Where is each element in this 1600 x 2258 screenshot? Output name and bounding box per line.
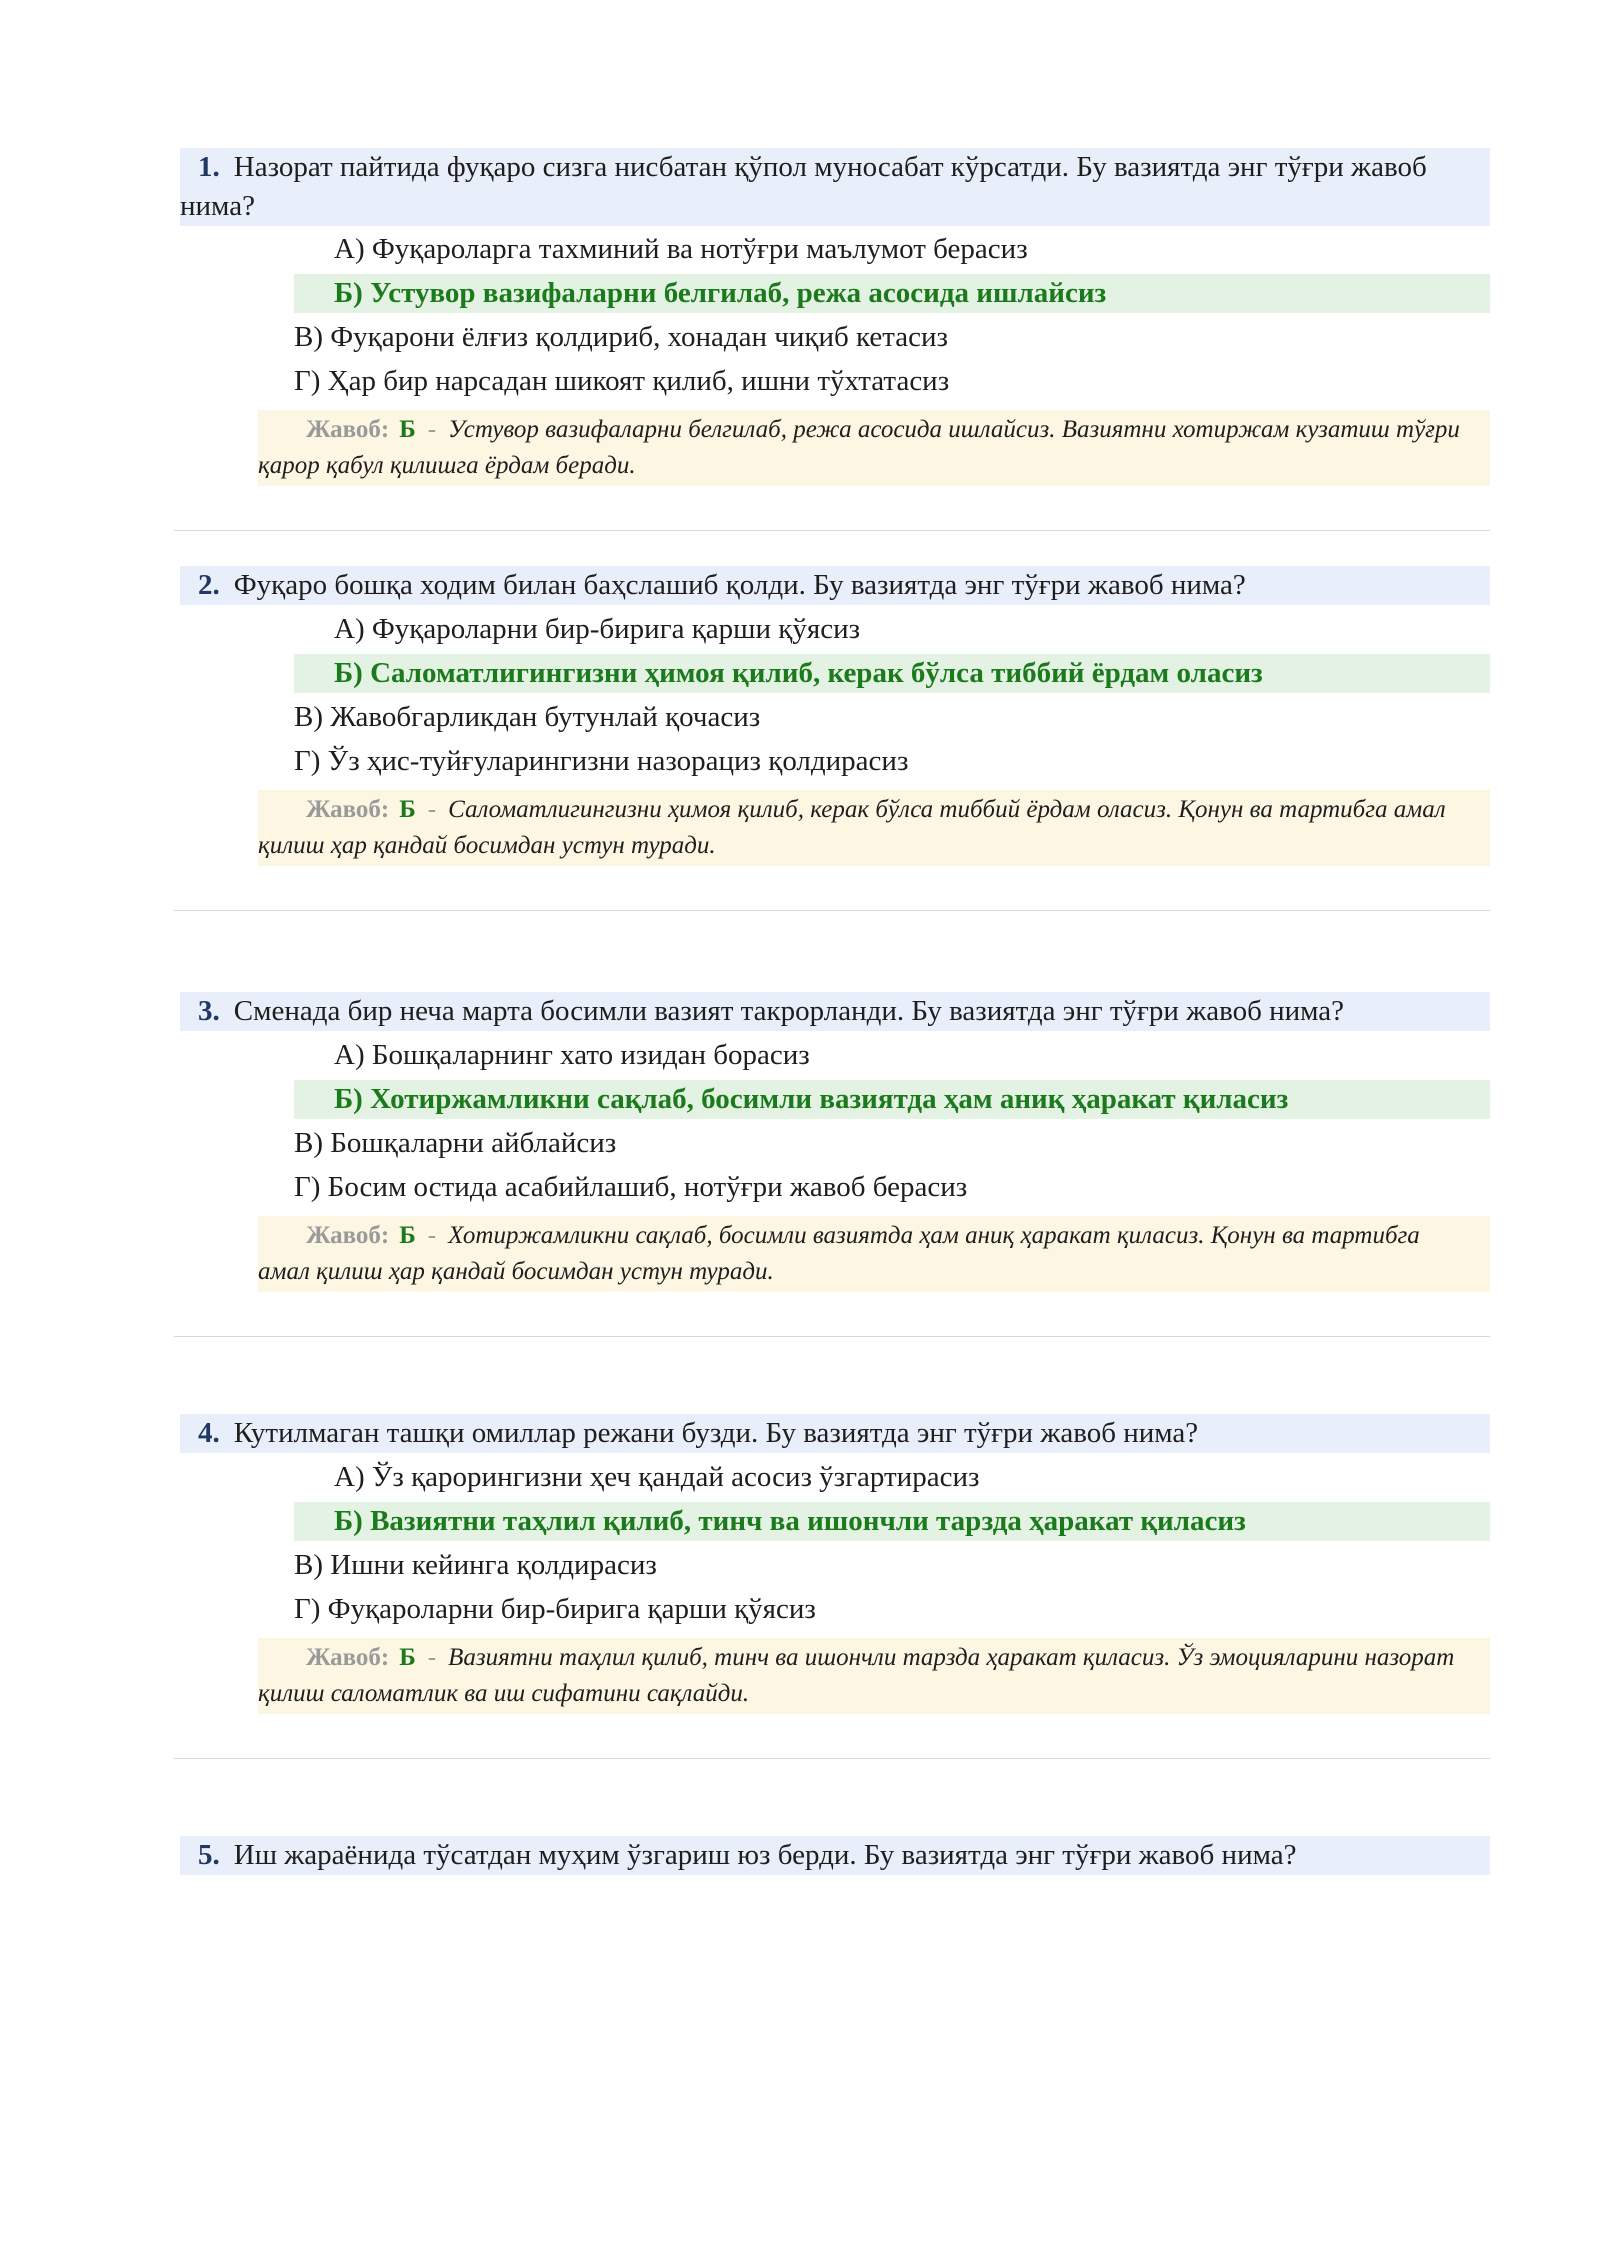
- divider: [174, 910, 1490, 911]
- question-header: [180, 992, 1490, 1031]
- answer-dash: -: [427, 1222, 437, 1249]
- divider: [174, 1758, 1490, 1759]
- question-header: [180, 1414, 1490, 1453]
- question-header: [180, 148, 1490, 226]
- answer-letter: Б: [399, 1222, 416, 1249]
- answer-label: Жавоб:: [306, 1644, 390, 1671]
- answer-explanation: [258, 410, 1490, 486]
- question-number: 5.: [198, 1839, 220, 1871]
- answer-text: Хотиржамликни сақлаб, босимли вазиятда ҳам аниқ ҳаракат қиласиз. Қонун ва тартибга амал қилиш ҳар қандай босимдан устун туради.: [258, 1222, 1420, 1285]
- question-text: Кутилмаган ташқи омиллар режани бузди. Бу вазиятда энг тўғри жавоб нима?: [233, 1417, 1199, 1449]
- divider: [174, 530, 1490, 531]
- question-text: Сменада бир неча марта босимли вазият такрорланди. Бу вазиятда энг тўғри жавоб нима?: [233, 995, 1345, 1027]
- option-a[interactable]: А) Фуқароларга тахминий ва нотўғри маълумот берасиз: [334, 233, 1028, 265]
- answer-dash: -: [427, 1644, 437, 1671]
- answer-letter: Б: [399, 416, 416, 443]
- option-b-correct[interactable]: Б) Саломатлигингизни ҳимоя қилиб, керак бўлса тиббий ёрдам оласиз: [294, 654, 1490, 693]
- answer-explanation: [258, 1216, 1490, 1292]
- question-4: [180, 1414, 1490, 1836]
- answer-text: Устувор вазифаларни белгилаб, режа асосида ишлайсиз. Вазиятни хотиржам кузатиш тўғри қарор қабул қилишга ёрдам беради.: [258, 416, 1460, 479]
- question-header: [180, 566, 1490, 605]
- option-v[interactable]: В) Ишни кейинга қолдирасиз: [294, 1549, 657, 1581]
- option-g[interactable]: Г) Ўз ҳис-туйғуларингизни назорациз қолдирасиз: [294, 745, 909, 777]
- question-5: [180, 1836, 1490, 2258]
- option-a[interactable]: А) Ўз қарорингизни ҳеч қандай асосиз ўзгартирасиз: [334, 1461, 980, 1493]
- answer-letter: Б: [399, 1644, 416, 1671]
- question-text: Иш жараёнида тўсатдан муҳим ўзгариш юз берди. Бу вазиятда энг тўғри жавоб нима?: [233, 1839, 1297, 1871]
- question-number: 3.: [198, 995, 220, 1027]
- answer-label: Жавоб:: [306, 1222, 390, 1249]
- option-g[interactable]: Г) Фуқароларни бир-бирига қарши қўясиз: [294, 1593, 816, 1625]
- question-number: 1.: [198, 151, 220, 183]
- option-a[interactable]: А) Фуқароларни бир-бирига қарши қўясиз: [334, 613, 861, 645]
- divider: [174, 1336, 1490, 1337]
- question-number: 4.: [198, 1417, 220, 1449]
- option-g[interactable]: Г) Ҳар бир нарсадан шикоят қилиб, ишни тўхтатасиз: [294, 365, 950, 397]
- answer-explanation: [258, 1638, 1490, 1714]
- answer-dash: -: [427, 796, 437, 823]
- question-text: Фуқаро бошқа ходим билан баҳслашиб қолди. Бу вазиятда энг тўғри жавоб нима?: [233, 569, 1246, 601]
- option-v[interactable]: В) Жавобгарликдан бутунлай қочасиз: [294, 701, 761, 733]
- question-header: [180, 1836, 1490, 1875]
- answer-text: Вазиятни таҳлил қилиб, тинч ва ишончли тарзда ҳаракат қиласиз. Ўз эмоцияларини назорат қилиш саломатлик ва иш сифатини сақлайди.: [258, 1644, 1455, 1707]
- question-2: [180, 570, 1490, 992]
- option-v[interactable]: В) Фуқарони ёлғиз қолдириб, хонадан чиқиб кетасиз: [294, 321, 948, 353]
- question-text: Назорат пайтида фуқаро сизга нисбатан қўпол муносабат кўрсатди. Бу вазиятда энг тўғри жавоб нима?: [180, 151, 1427, 222]
- question-3: [180, 992, 1490, 1414]
- option-g[interactable]: Г) Босим остида асабийлашиб, нотўғри жавоб берасиз: [294, 1171, 968, 1203]
- option-v[interactable]: В) Бошқаларни айблайсиз: [294, 1127, 617, 1159]
- quiz-page: [180, 148, 1490, 2258]
- answer-letter: Б: [399, 796, 416, 823]
- option-b-correct[interactable]: Б) Вазиятни таҳлил қилиб, тинч ва ишончли тарзда ҳаракат қиласиз: [294, 1502, 1490, 1541]
- answer-explanation: [258, 790, 1490, 866]
- option-b-correct[interactable]: Б) Устувор вазифаларни белгилаб, режа асосида ишлайсиз: [294, 274, 1490, 313]
- answer-text: Саломатлигингизни ҳимоя қилиб, керак бўлса тиббий ёрдам оласиз. Қонун ва тартибга амал қилиш ҳар қандай босимдан устун туради.: [258, 796, 1446, 859]
- answer-label: Жавоб:: [306, 416, 390, 443]
- option-b-correct[interactable]: Б) Хотиржамликни сақлаб, босимли вазиятда ҳам аниқ ҳаракат қиласиз: [294, 1080, 1490, 1119]
- question-number: 2.: [198, 569, 220, 601]
- option-a[interactable]: А) Бошқаларнинг хато изидан борасиз: [334, 1039, 810, 1071]
- question-1: [180, 148, 1490, 570]
- answer-label: Жавоб:: [306, 796, 390, 823]
- answer-dash: -: [427, 416, 437, 443]
